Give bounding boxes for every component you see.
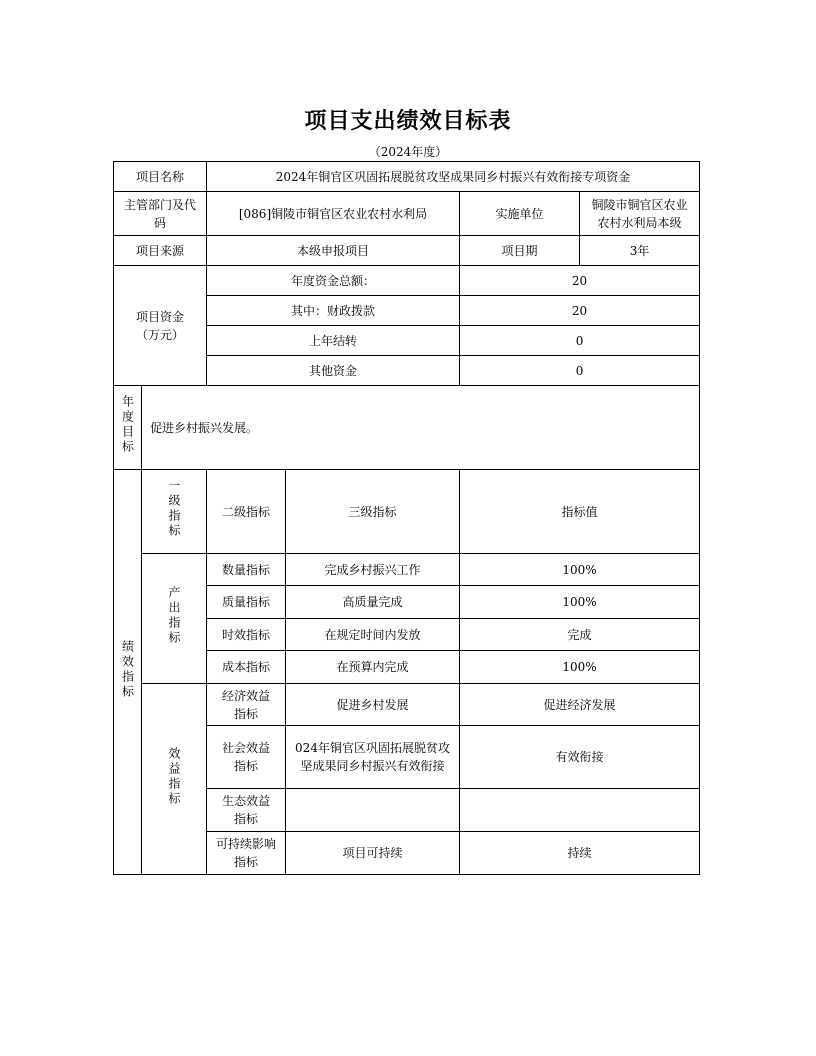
funds-carryover-value: 0 <box>460 326 700 356</box>
funds-fiscal-label: 其中：财政拨款 <box>207 296 460 326</box>
output-level2: 时效指标 <box>207 619 286 651</box>
period-label: 项目期 <box>460 236 580 266</box>
benefit-indicators-label: 效益指标 <box>142 684 207 875</box>
output-level3: 完成乡村振兴工作 <box>286 554 460 586</box>
output-indicators-label: 产出指标 <box>142 554 207 684</box>
page-title: 项目支出绩效目标表 <box>304 109 512 134</box>
funds-total-label: 年度资金总额： <box>207 266 460 296</box>
department-row <box>114 192 700 236</box>
output-level3: 在规定时间内发放 <box>286 619 460 651</box>
performance-target-table <box>113 161 700 875</box>
funds-row <box>114 266 700 296</box>
output-level3: 在预算内完成 <box>286 651 460 684</box>
project-name-value: 2024年铜官区巩固拓展脱贫攻坚成果同乡村振兴有效衔接专项资金 <box>207 162 700 192</box>
value-header: 指标值 <box>460 470 700 554</box>
level2-header: 二级指标 <box>207 470 286 554</box>
benefit-level3: 024年铜官区巩固拓展脱贫攻坚成果同乡村振兴有效衔接 <box>286 726 460 789</box>
department-value: [086]铜陵市铜官区农业农村水利局 <box>207 192 460 236</box>
benefit-level3 <box>286 789 460 832</box>
level3-header: 三级指标 <box>286 470 460 554</box>
benefit-value: 有效衔接 <box>460 726 700 789</box>
year-subtitle: （2024年度） <box>368 145 448 159</box>
funds-other-value: 0 <box>460 356 700 386</box>
benefit-level3: 促进乡村发展 <box>286 684 460 726</box>
funds-other-label: 其他资金 <box>207 356 460 386</box>
benefit-indicator-row <box>114 684 700 726</box>
output-indicator-row <box>114 554 700 586</box>
annual-goal-text: 促进乡村振兴发展。 <box>142 386 700 470</box>
project-name-row <box>114 162 700 192</box>
output-level2: 成本指标 <box>207 651 286 684</box>
annual-goal-label: 年度目标 <box>114 386 142 470</box>
benefit-level2: 社会效益指标 <box>207 726 286 789</box>
performance-indicators-label: 绩效指标 <box>114 470 142 875</box>
source-value: 本级申报项目 <box>207 236 460 266</box>
benefit-value: 促进经济发展 <box>460 684 700 726</box>
source-label: 项目来源 <box>114 236 207 266</box>
period-value: 3年 <box>580 236 700 266</box>
project-name-label: 项目名称 <box>114 162 207 192</box>
funds-carryover-label: 上年结转 <box>207 326 460 356</box>
output-value: 100% <box>460 651 700 684</box>
implementer-label: 实施单位 <box>460 192 580 236</box>
benefit-level2: 可持续影响指标 <box>207 832 286 875</box>
annual-goal-row <box>114 386 700 470</box>
output-value: 完成 <box>460 619 700 651</box>
output-level2: 数量指标 <box>207 554 286 586</box>
funds-total-value: 20 <box>460 266 700 296</box>
level1-header: 一级指标 <box>142 470 207 554</box>
department-label: 主管部门及代码 <box>114 192 207 236</box>
benefit-level3: 项目可持续 <box>286 832 460 875</box>
benefit-level2: 生态效益指标 <box>207 789 286 832</box>
output-value: 100% <box>460 586 700 619</box>
output-level3: 高质量完成 <box>286 586 460 619</box>
output-value: 100% <box>460 554 700 586</box>
source-row <box>114 236 700 266</box>
funds-fiscal-value: 20 <box>460 296 700 326</box>
output-level2: 质量指标 <box>207 586 286 619</box>
indicator-header-row <box>114 470 700 554</box>
funds-label: 项目资金（万元） <box>114 266 207 386</box>
implementer-value: 铜陵市铜官区农业农村水利局本级 <box>580 192 700 236</box>
benefit-value: 持续 <box>460 832 700 875</box>
benefit-level2: 经济效益指标 <box>207 684 286 726</box>
benefit-value <box>460 789 700 832</box>
